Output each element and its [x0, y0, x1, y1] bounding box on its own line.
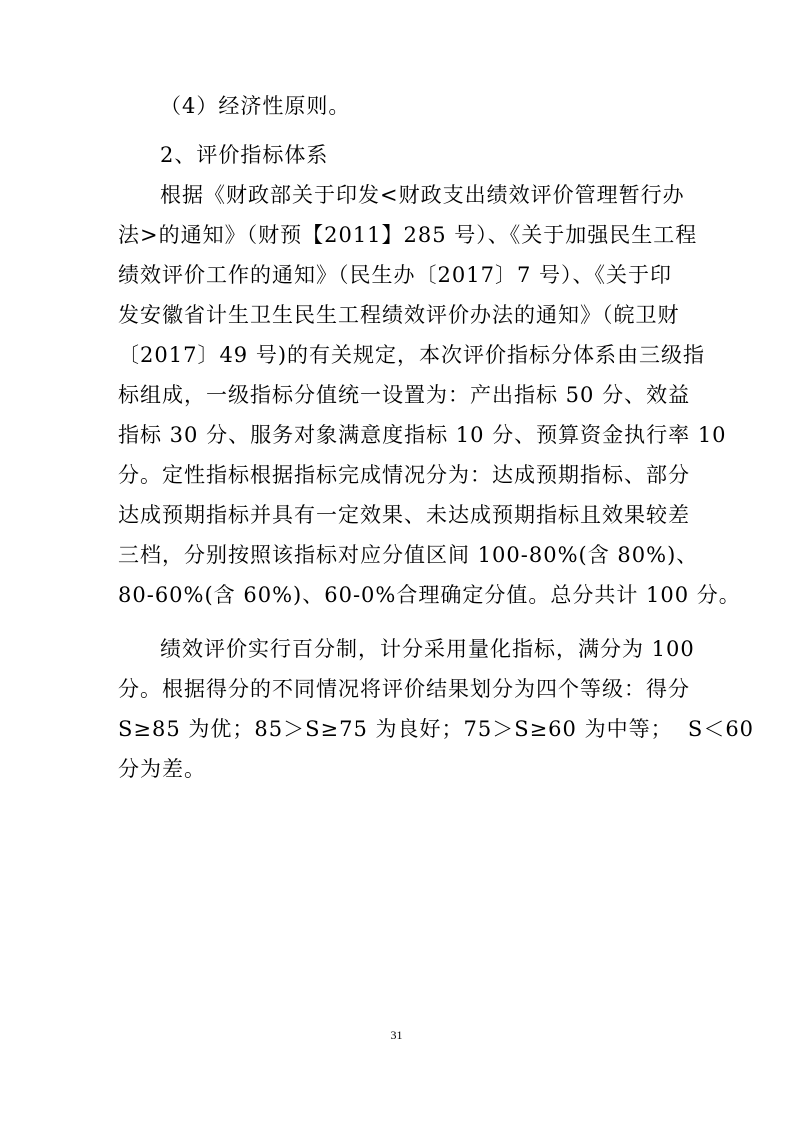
list-item-economy-principle: （4）经济性原则。	[160, 94, 351, 118]
paragraph-line: S≥85 为优；85＞S≥75 为良好；75＞S≥60 为中等； S＜60	[118, 717, 755, 741]
paragraph-line: 绩效评价实行百分制，计分采用量化指标，满分为 100	[160, 637, 695, 661]
paragraph-line: 根据《财政部关于印发<财政支出绩效评价管理暂行办	[160, 183, 685, 207]
paragraph-line: 达成预期指标并具有一定效果、未达成预期指标且效果较差	[118, 503, 690, 527]
paragraph-line: 分为差。	[118, 757, 206, 781]
paragraph-line: 标组成，一级指标分值统一设置为：产出指标 50 分、效益	[118, 383, 691, 407]
section-heading: 2、评价指标体系	[160, 143, 329, 167]
paragraph-line: 80-60%(含 60%)、60-0%合理确定分值。总分共计 100 分。	[118, 583, 741, 607]
paragraph-line: 分。根据得分的不同情况将评价结果划分为四个等级：得分	[118, 677, 690, 701]
page-number: 31	[390, 1028, 403, 1042]
paragraph-line: 分。定性指标根据指标完成情况分为：达成预期指标、部分	[118, 463, 690, 487]
paragraph-line: 三档，分别按照该指标对应分值区间 100-80%(含 80%)、	[118, 543, 699, 567]
paragraph-line: 绩效评价工作的通知》（民生办〔2017〕7 号）、《关于印	[118, 263, 672, 287]
paragraph-line: 法>的通知》（财预【2011】285 号）、《关于加强民生工程	[118, 223, 698, 247]
paragraph-line: 指标 30 分、服务对象满意度指标 10 分、预算资金执行率 10	[118, 423, 727, 447]
paragraph-line: 发安徽省计生卫生民生工程绩效评价办法的通知》（皖卫财	[118, 303, 680, 327]
paragraph-line: 〔2017〕49 号)的有关规定，本次评价指标分体系由三级指	[118, 343, 706, 367]
